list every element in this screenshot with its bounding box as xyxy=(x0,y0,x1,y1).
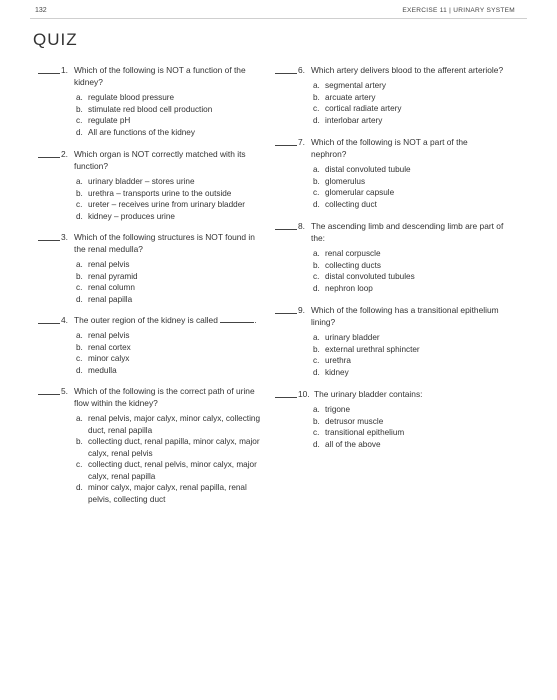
option-c xyxy=(76,199,268,211)
option-list xyxy=(313,404,505,450)
option-letter: c. xyxy=(313,188,320,197)
answer-blank-4[interactable] xyxy=(38,314,60,324)
option-a xyxy=(76,413,268,436)
option-text: minor calyx, major calyx, renal papilla, renal pelvis, collecting duct xyxy=(88,483,247,504)
page-number: 132 xyxy=(35,7,47,14)
option-text: renal papilla xyxy=(88,294,133,304)
option-letter: b. xyxy=(76,271,83,281)
answer-blank-1[interactable] xyxy=(38,64,60,74)
question-number: 10. xyxy=(298,389,310,399)
question-3 xyxy=(38,231,268,305)
question-text: Which artery delivers blood to the afferent arteriole? xyxy=(311,65,504,75)
header-rule xyxy=(30,18,527,19)
running-head: EXERCISE 11 | URINARY SYSTEM xyxy=(402,7,515,14)
option-c xyxy=(313,187,505,199)
option-b xyxy=(313,92,505,104)
option-text: collecting duct, renal pelvis, minor calyx, major calyx, renal papilla xyxy=(88,460,257,481)
option-letter: d. xyxy=(313,439,320,449)
question-number: 8. xyxy=(298,221,305,231)
option-b xyxy=(76,342,268,354)
option-text: arcuate artery xyxy=(325,92,376,102)
answer-blank-8[interactable] xyxy=(275,220,297,230)
option-letter: d. xyxy=(76,294,83,304)
option-letter: c. xyxy=(313,356,320,365)
option-text: trigone xyxy=(325,405,351,414)
answer-blank-6[interactable] xyxy=(275,64,297,74)
option-text: distal convoluted tubule xyxy=(325,165,411,174)
answer-blank-10[interactable] xyxy=(275,388,297,398)
option-c xyxy=(76,282,268,294)
option-list xyxy=(76,176,268,222)
option-list xyxy=(76,259,268,305)
option-letter: c. xyxy=(76,283,83,292)
question-text: Which of the following is NOT a function of the kidney? xyxy=(74,65,246,87)
option-letter: b. xyxy=(313,92,320,102)
option-text: collecting duct, renal papilla, minor calyx, major calyx, renal pelvis xyxy=(88,437,260,458)
option-text: cortical radiate artery xyxy=(325,104,402,113)
option-letter: b. xyxy=(76,104,83,114)
option-d xyxy=(76,127,268,139)
option-letter: b. xyxy=(76,188,83,198)
answer-blank-5[interactable] xyxy=(38,385,60,395)
question-number: 5. xyxy=(61,386,68,396)
option-letter: a. xyxy=(313,81,320,90)
question-text: The ascending limb and descending limb are part of the: xyxy=(311,221,504,243)
option-letter: d. xyxy=(76,127,83,137)
option-b xyxy=(76,271,268,283)
option-text: urinary bladder – stores urine xyxy=(88,177,195,186)
question-text: Which of the following structures is NOT found in the renal medulla? xyxy=(74,232,255,254)
option-text: interlobar artery xyxy=(325,115,383,125)
option-text: All are functions of the kidney xyxy=(88,127,195,137)
option-text: distal convoluted tubules xyxy=(325,272,415,281)
option-d xyxy=(313,199,505,211)
answer-blank-7[interactable] xyxy=(275,136,297,146)
option-list xyxy=(313,80,505,126)
option-text: stimulate red blood cell production xyxy=(88,104,213,114)
option-d xyxy=(76,365,268,377)
question-number: 6. xyxy=(298,65,305,75)
option-b xyxy=(76,104,268,116)
option-letter: d. xyxy=(76,365,83,375)
option-text: all of the above xyxy=(325,439,381,449)
question-10 xyxy=(275,388,505,450)
question-text: Which of the following has a transitional epithelium lining? xyxy=(311,305,499,327)
option-text: kidney xyxy=(325,367,349,377)
question-5 xyxy=(38,385,268,505)
option-list xyxy=(313,164,505,210)
option-text: medulla xyxy=(88,365,117,375)
option-text: transitional epithelium xyxy=(325,428,405,437)
option-c xyxy=(313,355,505,367)
option-text: renal corpuscle xyxy=(325,249,381,258)
option-c xyxy=(76,459,268,482)
option-letter: a. xyxy=(313,333,320,342)
option-letter: c. xyxy=(313,104,320,113)
option-letter: b. xyxy=(76,342,83,352)
option-letter: d. xyxy=(313,367,320,377)
option-c xyxy=(313,271,505,283)
option-b xyxy=(313,344,505,356)
option-letter: a. xyxy=(313,405,320,414)
option-text: renal pelvis xyxy=(88,260,130,269)
option-text: glomerulus xyxy=(325,176,366,186)
question-text: Which of the following is the correct path of urine flow within the kidney? xyxy=(74,386,255,408)
option-text: collecting ducts xyxy=(325,260,381,270)
quiz-title: QUIZ xyxy=(33,30,78,49)
option-b xyxy=(313,416,505,428)
question-text-before: The outer region of the kidney is called xyxy=(74,315,218,325)
option-text: renal cortex xyxy=(88,342,131,352)
question-number: 2. xyxy=(61,149,68,159)
option-letter: b. xyxy=(313,260,320,270)
option-text: urethra – transports urine to the outside xyxy=(88,188,232,198)
option-d xyxy=(313,439,505,451)
option-text: segmental artery xyxy=(325,81,386,90)
option-a xyxy=(313,404,505,416)
option-d xyxy=(76,294,268,306)
option-c xyxy=(76,353,268,365)
option-letter: b. xyxy=(313,176,320,186)
option-letter: c. xyxy=(76,354,83,363)
question-1 xyxy=(38,64,268,138)
question-7 xyxy=(275,136,505,210)
option-list xyxy=(76,92,268,138)
option-letter: a. xyxy=(76,331,83,340)
answer-blank-9[interactable] xyxy=(275,304,297,314)
option-text: renal column xyxy=(88,283,135,292)
option-text: nephron loop xyxy=(325,283,373,293)
option-c xyxy=(313,427,505,439)
option-letter: b. xyxy=(313,344,320,354)
option-text: regulate pH xyxy=(88,116,131,125)
option-list xyxy=(313,332,505,378)
question-9 xyxy=(275,304,505,378)
answer-blank-2[interactable] xyxy=(38,148,60,158)
left-column xyxy=(38,64,268,513)
option-d xyxy=(313,115,505,127)
option-letter: a. xyxy=(313,249,320,258)
option-a xyxy=(313,80,505,92)
option-a xyxy=(313,248,505,260)
fill-in-blank[interactable] xyxy=(220,314,257,325)
option-list xyxy=(76,413,268,505)
option-letter: b. xyxy=(76,437,83,446)
option-text: minor calyx xyxy=(88,354,130,363)
option-c xyxy=(76,115,268,127)
question-number: 3. xyxy=(61,232,68,242)
option-d xyxy=(313,283,505,295)
option-list xyxy=(313,248,505,294)
option-letter: d. xyxy=(313,115,320,125)
question-text: The urinary bladder contains: xyxy=(314,389,423,399)
option-text: kidney – produces urine xyxy=(88,211,175,221)
option-b xyxy=(76,188,268,200)
option-a xyxy=(313,332,505,344)
option-letter: b. xyxy=(313,416,320,426)
question-text-after: . xyxy=(254,315,257,325)
option-text: urinary bladder xyxy=(325,333,380,342)
question-number: 7. xyxy=(298,137,305,147)
option-letter: c. xyxy=(76,200,83,209)
question-text: Which organ is NOT correctly matched with its function? xyxy=(74,149,246,171)
option-text: external urethral sphincter xyxy=(325,344,420,354)
option-text: renal pyramid xyxy=(88,271,138,281)
option-letter: c. xyxy=(76,116,83,125)
option-text: renal pelvis xyxy=(88,331,130,340)
option-a xyxy=(76,176,268,188)
option-letter: d. xyxy=(313,199,320,209)
option-list xyxy=(76,330,268,376)
option-text: ureter – receives urine from urinary bladder xyxy=(88,200,245,209)
option-letter: d. xyxy=(313,283,320,293)
option-letter: a. xyxy=(76,260,83,269)
option-a xyxy=(76,92,268,104)
option-letter: c. xyxy=(313,272,320,281)
option-text: detrusor muscle xyxy=(325,416,384,426)
option-text: collecting duct xyxy=(325,199,377,209)
option-letter: a. xyxy=(76,93,83,102)
option-a xyxy=(313,164,505,176)
option-b xyxy=(313,260,505,272)
right-column xyxy=(275,64,505,458)
option-d xyxy=(313,367,505,379)
question-number: 4. xyxy=(61,315,68,325)
question-8 xyxy=(275,220,505,294)
question-2 xyxy=(38,148,268,222)
option-d xyxy=(76,211,268,223)
option-text: glomerular capsule xyxy=(325,188,395,197)
question-number: 1. xyxy=(61,65,68,75)
question-number: 9. xyxy=(298,305,305,315)
option-d xyxy=(76,482,268,505)
option-b xyxy=(313,176,505,188)
option-letter: c. xyxy=(313,428,320,437)
option-c xyxy=(313,103,505,115)
option-text: urethra xyxy=(325,356,351,365)
option-a xyxy=(76,259,268,271)
question-4 xyxy=(38,314,268,376)
option-text: renal pelvis, major calyx, minor calyx, collecting duct, renal papilla xyxy=(88,414,260,435)
option-b xyxy=(76,436,268,459)
option-letter: c. xyxy=(76,460,83,469)
option-text: regulate blood pressure xyxy=(88,93,175,102)
answer-blank-3[interactable] xyxy=(38,231,60,241)
question-6 xyxy=(275,64,505,126)
option-letter: d. xyxy=(76,483,83,492)
option-letter: d. xyxy=(76,211,83,221)
option-letter: a. xyxy=(76,414,83,423)
question-text xyxy=(74,314,268,326)
option-letter: a. xyxy=(313,165,320,174)
option-letter: a. xyxy=(76,177,83,186)
option-a xyxy=(76,330,268,342)
question-text: Which of the following is NOT a part of the nephron? xyxy=(311,137,468,159)
